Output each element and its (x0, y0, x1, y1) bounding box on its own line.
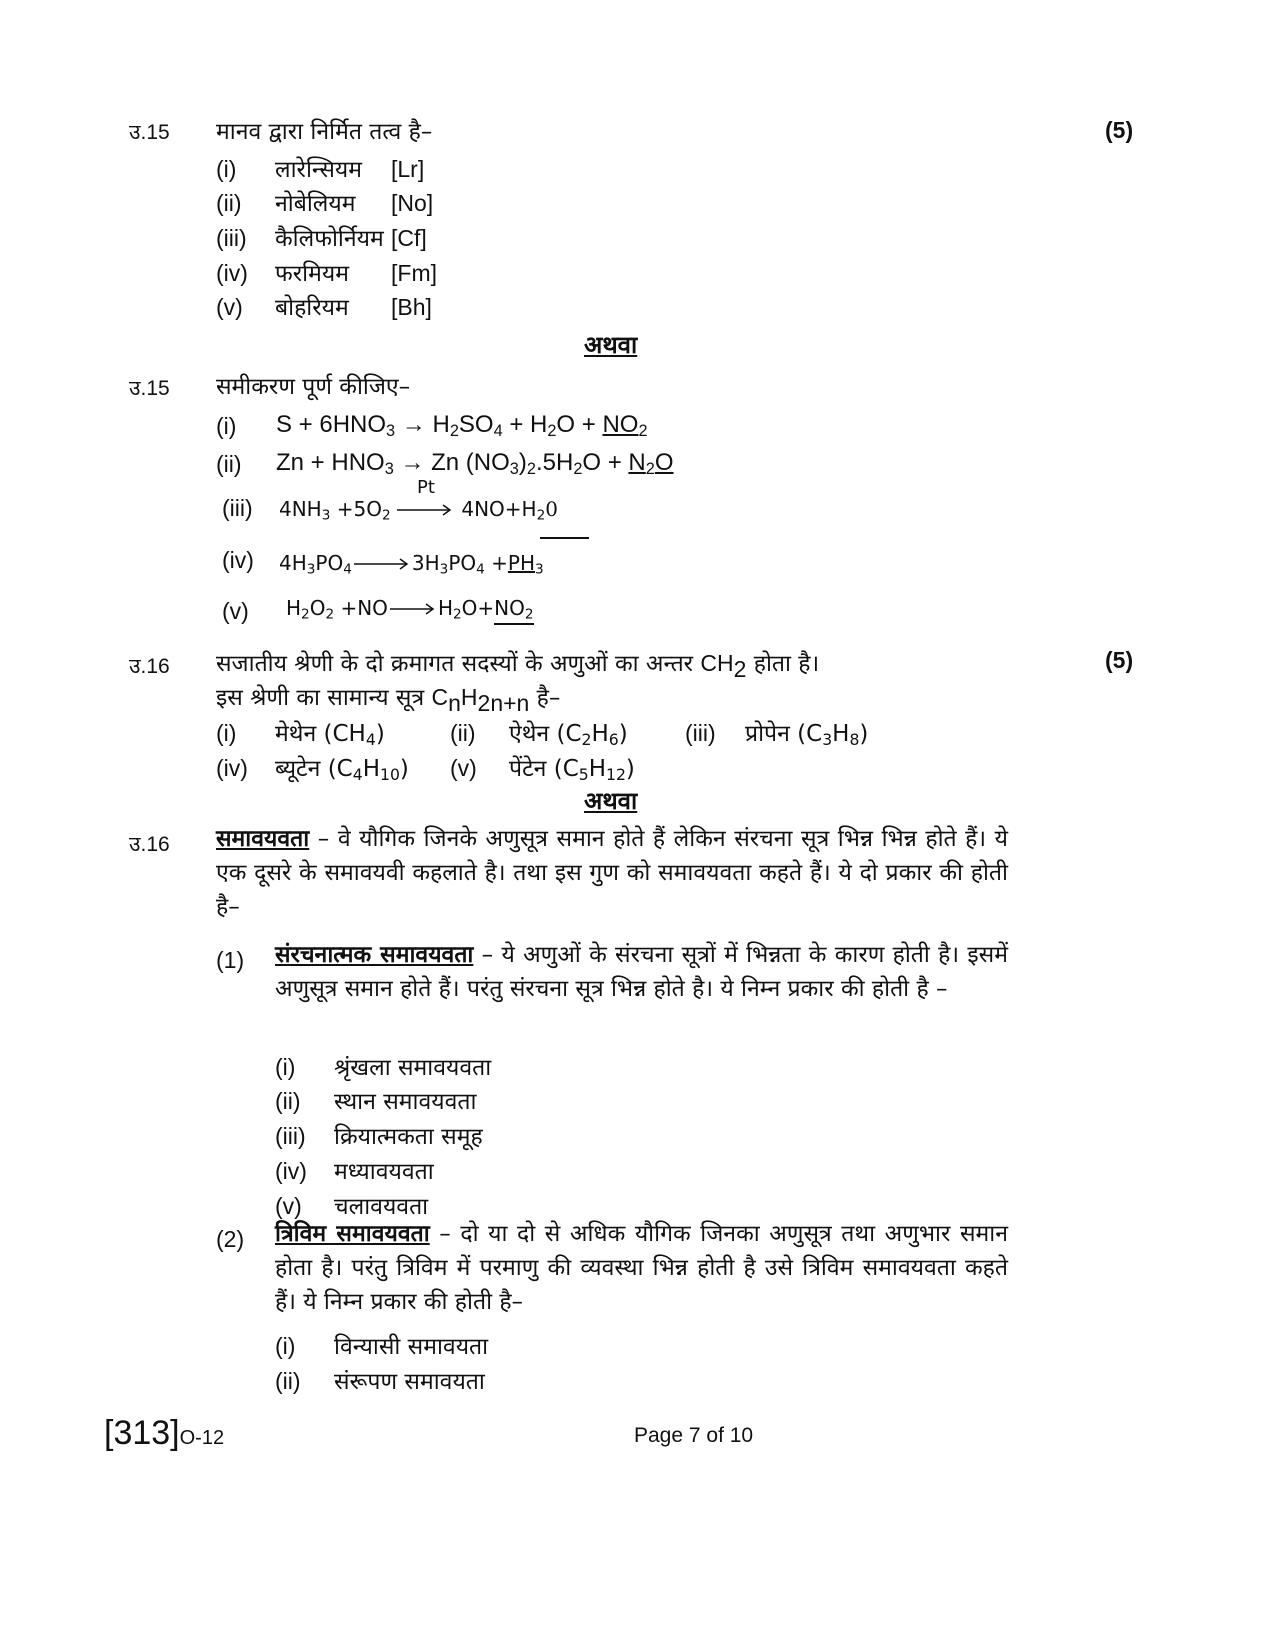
question-number: उ.15 (129, 377, 170, 400)
equation-roman: (iii) (222, 495, 253, 521)
list-item-roman: (iii) (685, 720, 716, 746)
arrow-icon (352, 558, 412, 570)
subscript: 2 (581, 729, 592, 749)
arrow-icon (388, 603, 438, 615)
list-item-text: पेंटेन (C (509, 756, 579, 782)
list-item-roman: (i) (275, 1054, 296, 1080)
list-item-name: लारेन्सियम (275, 157, 362, 183)
equation (286, 596, 534, 622)
answer-text: NO (602, 411, 639, 438)
list-item-symbol: [Bh] (391, 294, 432, 320)
answer-text: PH (507, 551, 536, 575)
list-item-roman: (v) (275, 1193, 302, 1219)
list-item-text: ) (859, 721, 869, 747)
equation-roman: (v) (222, 598, 249, 624)
question-text (216, 646, 819, 683)
list-item-symbol: [Cf] (391, 225, 427, 251)
reactant: 4NH (279, 497, 322, 521)
list-item-text: ) (399, 756, 409, 782)
paper-code (104, 1414, 224, 1453)
subscript: 2 (449, 422, 459, 441)
subscript: 3 (384, 460, 394, 479)
equation-roman: (iv) (222, 547, 254, 573)
list-item-text: H (588, 756, 607, 782)
list-item-roman: (ii) (450, 720, 476, 746)
product: ) (518, 449, 527, 476)
subscript: 8 (849, 729, 860, 749)
product: + H (502, 411, 548, 438)
list-item-text: ) (625, 756, 635, 782)
product: O + (556, 411, 603, 438)
subscript: 4 (352, 764, 363, 784)
list-item-symbol: [No] (391, 190, 434, 216)
question-text-part: सजातीय श्रेणी के दो क्रमागत सदस्यों के अणुओं का अन्तर (216, 651, 701, 677)
subscript: 2 (733, 655, 747, 682)
list-item-roman: (v) (450, 755, 477, 781)
equation-roman: (i) (216, 413, 237, 439)
question-text (216, 680, 560, 717)
list-item-text: प्रोपेन (C (745, 721, 823, 747)
list-item-text: मध्यावयवता (334, 1159, 434, 1185)
subscript: 2 (301, 606, 310, 623)
equation-roman: (ii) (216, 451, 242, 477)
formula: C (431, 684, 449, 710)
subscript: 4 (343, 561, 352, 578)
section-paragraph (275, 938, 1008, 1006)
list-item-roman: (i) (216, 720, 237, 746)
section-text: – दो या दो से अधिक यौगिक जिनका अणुसूत्र तथा अणुभार समान होता है। परंतु त्रिविम में परमाणु की व्यवस्था भिन्न होती है उसे त्रिविम समावयवता कहते हैं। ये निम्न प्रकार की होती है– (275, 1221, 1009, 1315)
subscript: n (448, 689, 461, 716)
list-item (745, 716, 868, 749)
subscript: 3 (439, 561, 449, 578)
definition-text: – वे यौगिक जिनके अणुसूत्र समान होते हैं लेकिन संरचना सूत्र भिन्न भिन्न होते हैं। ये एक दूसरे के समावयवी कहलाते है। तथा इस गुण को समावयवता कहते हैं। ये दो प्रकार की होती है– (216, 826, 1008, 920)
list-item-roman: (v) (216, 294, 243, 320)
formula: H (460, 684, 478, 710)
paper-code-main: [313] (104, 1414, 180, 1452)
term: त्रिविम समावयवता (275, 1221, 430, 1247)
product: Zn (NO (431, 449, 510, 476)
section-text: – ये अणुओं के संरचना सूत्रों में भिन्नता के कारण होती है। इसमें अणुसूत्र समान होते हैं। परंतु संरचना सूत्र भिन्न होते है। ये निम्न प्रकार की होती है – (275, 942, 1008, 1002)
list-item-text: चलावयवता (334, 1194, 429, 1220)
marks: (5) (1105, 647, 1134, 673)
list-item-roman: (i) (216, 156, 237, 182)
list-item (275, 751, 409, 784)
question-text: समीकरण पूर्ण कीजिए– (216, 374, 411, 400)
list-item-symbol: [Fm] (391, 260, 437, 286)
section-number: (2) (216, 1226, 245, 1252)
subscript: 3 (509, 460, 519, 479)
list-item-name: कैलिफोर्नियम (275, 226, 384, 252)
reactants: Zn + HNO (276, 449, 385, 476)
answer (602, 411, 648, 441)
subscript: 6 (608, 729, 619, 749)
product: H (432, 411, 450, 438)
catalyst-label: Pt (417, 477, 435, 498)
subscript: 2 (325, 606, 335, 623)
list-item-roman: (iv) (275, 1158, 307, 1184)
page-number: Page 7 of 10 (634, 1424, 754, 1447)
subscript: 2n+n (477, 689, 530, 716)
product: 0 (545, 497, 558, 521)
question-text-part: है– (529, 685, 561, 711)
answer (507, 551, 544, 578)
list-item-roman: (iv) (216, 755, 248, 781)
question-text-part: इस श्रेणी का सामान्य सूत्र (216, 685, 432, 711)
subscript: 4 (365, 729, 376, 749)
reactant: +5O (330, 497, 382, 521)
reactant: PO (315, 551, 344, 575)
list-item-roman: (i) (275, 1333, 296, 1359)
list-item-text: ऐथेन (C (509, 721, 582, 747)
athva-heading: अथवा (584, 787, 638, 815)
subscript: 3 (535, 561, 544, 578)
equation (276, 449, 674, 479)
equation (279, 551, 544, 577)
subscript: 12 (606, 764, 626, 784)
list-item-text: संरूपण समावयता (334, 1369, 485, 1395)
subscript: 2 (526, 460, 536, 479)
list-item-roman: (ii) (275, 1368, 301, 1394)
paper-code-suffix: O-12 (179, 1427, 225, 1449)
question-number: उ.16 (129, 833, 170, 856)
answer-text: N (628, 449, 646, 476)
subscript: 2 (638, 422, 648, 441)
subscript: 2 (645, 460, 655, 479)
reactant: +NO (334, 596, 388, 620)
product: + (484, 551, 508, 575)
subscript: 10 (380, 764, 400, 784)
subscript: 4 (493, 422, 503, 441)
section-paragraph (275, 1217, 1008, 1319)
athva-heading: अथवा (584, 331, 638, 359)
question-text-part: होता है। (746, 651, 820, 677)
question-number: उ.15 (129, 121, 170, 144)
list-item (275, 716, 385, 749)
answer-underline (494, 623, 534, 625)
term: संरचनात्मक समावयवता (275, 942, 474, 968)
list-item-roman: (iii) (275, 1123, 306, 1149)
answer-text: NO (494, 596, 525, 620)
product: SO (458, 411, 494, 438)
arrow-icon (397, 504, 455, 516)
subscript: 2 (573, 460, 583, 479)
product: O+ (461, 596, 495, 620)
answer-text: O (654, 449, 674, 476)
equation (276, 411, 648, 441)
subscript: 2 (536, 507, 546, 524)
list-item (509, 751, 635, 784)
reactant: H (286, 596, 302, 620)
list-item-symbol: [Lr] (391, 156, 425, 182)
list-item-text: श्रृंखला समावयवता (334, 1055, 492, 1081)
list-item-text: क्रियात्मकता समूह (334, 1124, 483, 1150)
subscript: 3 (321, 507, 331, 524)
list-item-text: ब्यूटेन (C (275, 756, 353, 782)
list-item-text: H (832, 721, 850, 747)
list-item-text: मेथेन (CH (275, 721, 366, 747)
list-item-name: फरमियम (275, 261, 349, 287)
product: O + (582, 449, 629, 476)
section-number: (1) (216, 947, 245, 973)
list-item-text: विन्यासी समावयता (334, 1334, 489, 1360)
reactants: S + 6HNO (276, 411, 387, 438)
list-item-text: H (591, 721, 609, 747)
product: 3H (411, 551, 440, 575)
list-item-text: H (362, 756, 380, 782)
arrow-icon: → (401, 411, 426, 438)
answer (628, 449, 674, 479)
definition-paragraph (216, 822, 1008, 924)
list-item-text: स्थान समावयवता (334, 1089, 477, 1115)
list-item-roman: (iv) (216, 260, 248, 286)
term: समावयवता (216, 826, 310, 852)
arrow-icon: → (400, 449, 425, 476)
subscript: 2 (452, 606, 462, 623)
product: .5H (535, 449, 574, 476)
equation (279, 477, 558, 524)
subscript: 3 (306, 561, 316, 578)
marks: (5) (1105, 117, 1134, 143)
list-item-roman: (ii) (275, 1088, 301, 1114)
formula: CH (700, 650, 734, 676)
question-number: उ.16 (129, 655, 170, 678)
subscript: 3 (822, 729, 833, 749)
list-item-text: ) (375, 721, 385, 747)
list-item-name: बोहरियम (275, 295, 349, 321)
product: 4NO+H (461, 497, 537, 521)
list-item-roman: (iii) (216, 225, 247, 251)
catalyst-arrow (397, 477, 455, 521)
subscript: 2 (524, 606, 534, 623)
subscript: 3 (386, 422, 396, 441)
list-item (509, 716, 628, 749)
subscript: 2 (381, 507, 391, 524)
subscript: 5 (578, 764, 589, 784)
question-text: मानव द्वारा निर्मित तत्व है– (216, 119, 433, 145)
reactant: 4H (279, 551, 307, 575)
product: PO (448, 551, 477, 575)
list-item-roman: (ii) (216, 190, 242, 216)
subscript: 4 (476, 561, 485, 578)
product: H (437, 596, 453, 620)
list-item-text: ) (618, 721, 628, 747)
list-item-name: नोबेलियम (275, 191, 356, 217)
reactant: O (309, 596, 326, 620)
subscript: 2 (547, 422, 557, 441)
answer-underline (540, 537, 589, 539)
